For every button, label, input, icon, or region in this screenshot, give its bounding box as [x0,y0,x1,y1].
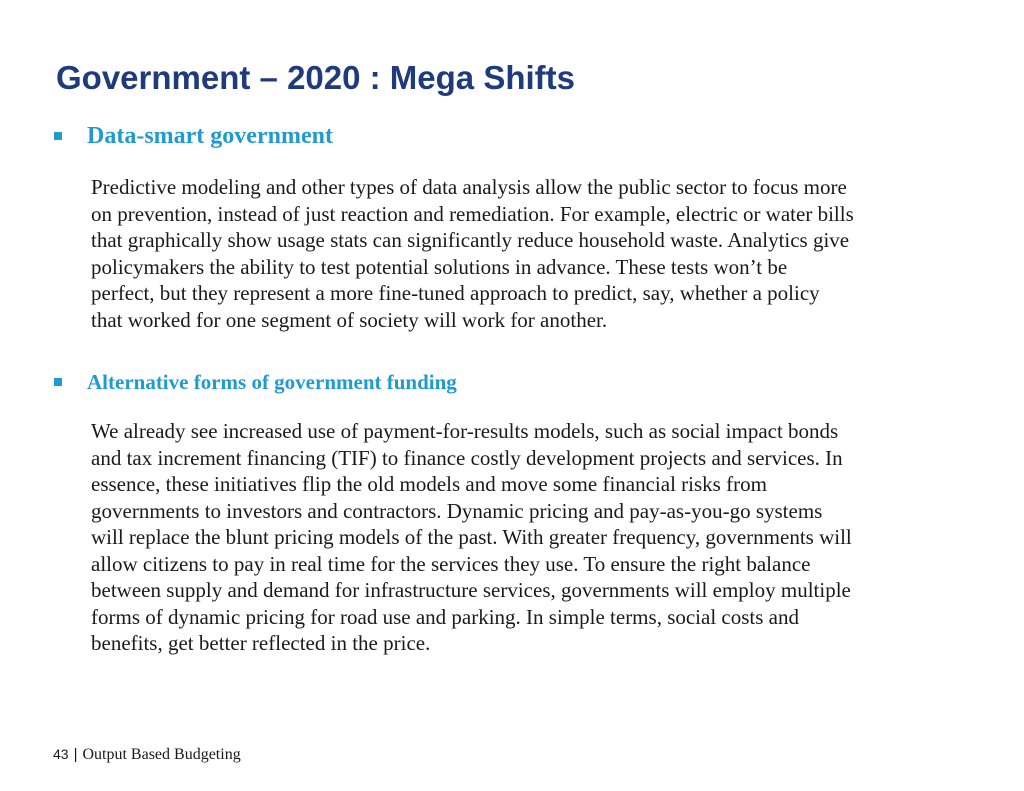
section-heading: Alternative forms of government funding [87,370,457,394]
document-name: Output Based Budgeting [82,746,241,763]
paragraph-line: on prevention, instead of just reaction and remediation. For example, electric or water bills [91,201,854,226]
page-number: 43 [53,746,69,762]
paragraph-line: policymakers the ability to test potential solutions in advance. These tests won’t be [91,254,788,279]
section-heading-row [54,120,333,152]
slide-title: Government – 2020 : Mega Shifts [56,59,575,96]
paragraph-line: will replace the blunt pricing models of the past. With greater frequency, governments will [91,525,852,549]
paragraph-line: benefits, get better reflected in the price. [91,631,431,655]
paragraph-line: between supply and demand for infrastructure services, governments will employ multiple [91,578,851,602]
paragraph-line: that worked for one segment of society will work for another. [91,307,608,332]
paragraph-line: forms of dynamic pricing for road use and parking. In simple terms, social costs and [91,604,799,629]
paragraph-line: essence, these initiatives flip the old models and move some financial risks from [91,472,767,496]
slide-footer [53,744,241,765]
paragraph-line: and tax increment financing (TIF) to finance costly development projects and services. In [91,445,843,470]
section-heading: Data-smart government [87,123,333,149]
paragraph-line: Predictive modeling and other types of data analysis allow the public sector to focus more [91,175,847,199]
paragraph-line: We already see increased use of payment-for-results models, such as social impact bonds [91,419,839,443]
square-bullet-icon [54,378,62,386]
section-paragraph [91,174,854,333]
section-paragraph [91,418,852,657]
section-heading-row [54,368,457,396]
footer-separator: | [73,746,78,763]
paragraph-line: that graphically show usage stats can significantly reduce household waste. Analytics give [91,228,850,252]
square-bullet-icon [54,132,62,140]
paragraph-line: allow citizens to pay in real time for the services they use. To ensure the right balance [91,551,811,576]
paragraph-line: perfect, but they represent a more fine-tuned approach to predict, say, whether a policy [91,281,820,305]
paragraph-line: governments to investors and contractors. Dynamic pricing and pay-as-you-go systems [91,498,823,523]
